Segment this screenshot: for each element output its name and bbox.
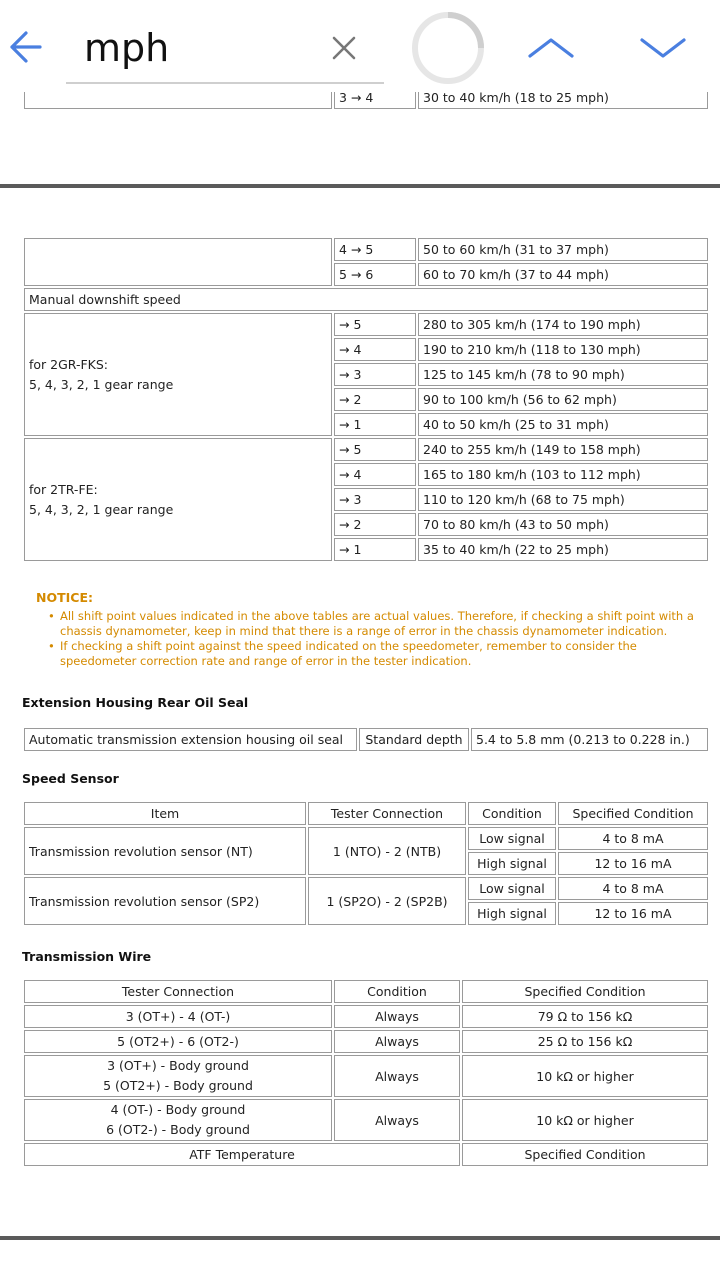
loading-spinner xyxy=(410,10,486,86)
speed-cell: 110 to 120 km/h (68 to 75 mph) xyxy=(418,488,708,511)
empty-cell xyxy=(24,92,332,109)
connection-line: 5 (OT2+) - Body ground xyxy=(103,1078,253,1093)
speed-cell: 60 to 70 km/h (37 to 44 mph) xyxy=(418,263,708,286)
page-separator xyxy=(0,184,720,188)
table-row xyxy=(24,1030,708,1053)
column-header: Specified Condition xyxy=(558,802,708,825)
find-input-underline xyxy=(66,82,384,84)
column-header: Condition xyxy=(468,802,556,825)
connection-cell: 1 (NTO) - 2 (NTB) xyxy=(308,827,466,875)
table-row xyxy=(24,877,708,900)
table-header-row xyxy=(24,980,708,1003)
connection-cell xyxy=(24,1099,332,1141)
next-match-button[interactable] xyxy=(636,26,690,70)
table-row xyxy=(24,313,708,336)
table-row xyxy=(24,827,708,850)
gear-cell: → 4 xyxy=(334,463,416,486)
spec-cell: 12 to 16 mA xyxy=(558,902,708,925)
connection-line: 6 (OT2-) - Body ground xyxy=(106,1122,250,1137)
label-cell: Standard depth xyxy=(359,728,469,751)
atf-spec-cell: Specified Condition xyxy=(462,1143,708,1166)
speed-cell: 70 to 80 km/h (43 to 50 mph) xyxy=(418,513,708,536)
notice-item: • If checking a shift point against the speed indicated on the speedometer, remember to consider the speedometer correction rate and range of error in the tester indication. xyxy=(36,639,696,669)
condition-cell: High signal xyxy=(468,852,556,875)
item-cell: Transmission revolution sensor (SP2) xyxy=(24,877,306,925)
speed-cell: 40 to 50 km/h (25 to 31 mph) xyxy=(418,413,708,436)
atf-label-cell: ATF Temperature xyxy=(24,1143,460,1166)
gear-cell: 4 → 5 xyxy=(334,238,416,261)
group-range-label: 5, 4, 3, 2, 1 gear range xyxy=(29,501,174,517)
group-engine-label: for 2GR-FKS: xyxy=(29,356,109,372)
close-icon xyxy=(324,26,364,70)
condition-cell: Low signal xyxy=(468,877,556,900)
shift-speed-table xyxy=(22,236,710,563)
value-cell: 5.4 to 5.8 mm (0.213 to 0.228 in.) xyxy=(471,728,708,751)
notice-item: • All shift point values indicated in the above tables are actual values. Therefore, if checking a shift point with a chassis dynamometer, keep in mind that there is a range of error in the chassis dynamometer indication. xyxy=(36,609,696,639)
gear-cell: 5 → 6 xyxy=(334,263,416,286)
transmission-wire-table xyxy=(22,978,710,1168)
section-label: Manual downshift speed xyxy=(24,288,708,311)
column-header: Tester Connection xyxy=(308,802,466,825)
condition-cell: Always xyxy=(334,1099,460,1141)
gear-cell: → 1 xyxy=(334,413,416,436)
speed-cell: 50 to 60 km/h (31 to 37 mph) xyxy=(418,238,708,261)
page-separator xyxy=(0,1236,720,1240)
condition-cell: High signal xyxy=(468,902,556,925)
speed-cell: 280 to 305 km/h (174 to 190 mph) xyxy=(418,313,708,336)
spinner-icon xyxy=(410,10,486,86)
condition-cell: Always xyxy=(334,1055,460,1097)
table-row xyxy=(24,438,708,461)
gear-cell: → 2 xyxy=(334,513,416,536)
table-row xyxy=(24,288,708,311)
spec-cell: 79 Ω to 156 kΩ xyxy=(462,1005,708,1028)
connection-cell xyxy=(24,1055,332,1097)
section-heading: Extension Housing Rear Oil Seal xyxy=(22,695,249,710)
find-input[interactable] xyxy=(84,22,324,74)
condition-cell: Low signal xyxy=(468,827,556,850)
condition-cell: Always xyxy=(334,1005,460,1028)
speed-cell: 125 to 145 km/h (78 to 90 mph) xyxy=(418,363,708,386)
speed-cell: 30 to 40 km/h (18 to 25 mph) xyxy=(418,92,708,109)
group-label-cell xyxy=(24,438,332,561)
gear-cell: 3 → 4 xyxy=(334,92,416,109)
spec-cell: 10 kΩ or higher xyxy=(462,1099,708,1141)
speed-cell: 240 to 255 km/h (149 to 158 mph) xyxy=(418,438,708,461)
gear-cell: → 1 xyxy=(334,538,416,561)
item-cell: Automatic transmission extension housing oil seal xyxy=(24,728,357,751)
speed-sensor-table xyxy=(22,800,710,927)
table-row xyxy=(24,1143,708,1166)
table-row xyxy=(24,238,708,261)
connection-cell: 1 (SP2O) - 2 (SP2B) xyxy=(308,877,466,925)
gear-cell: → 3 xyxy=(334,488,416,511)
spec-cell: 4 to 8 mA xyxy=(558,877,708,900)
speed-cell: 190 to 210 km/h (118 to 130 mph) xyxy=(418,338,708,361)
section-heading: Speed Sensor xyxy=(22,771,119,786)
chevron-down-icon xyxy=(636,26,690,70)
section-heading: Transmission Wire xyxy=(22,949,152,964)
notice-title: NOTICE: xyxy=(36,590,93,605)
clear-button[interactable] xyxy=(324,26,364,70)
chevron-up-icon xyxy=(524,26,578,70)
notice-box xyxy=(36,590,696,669)
item-cell: Transmission revolution sensor (NT) xyxy=(24,827,306,875)
connection-cell: 3 (OT+) - 4 (OT-) xyxy=(24,1005,332,1028)
table-row xyxy=(24,1099,708,1141)
spec-cell: 12 to 16 mA xyxy=(558,852,708,875)
table-row xyxy=(24,728,708,751)
connection-line: 4 (OT-) - Body ground xyxy=(110,1102,246,1117)
arrow-left-icon xyxy=(4,22,48,72)
partial-table-top xyxy=(0,92,720,110)
column-header: Tester Connection xyxy=(24,980,332,1003)
speed-cell: 165 to 180 km/h (103 to 112 mph) xyxy=(418,463,708,486)
spec-cell: 10 kΩ or higher xyxy=(462,1055,708,1097)
gear-cell: → 2 xyxy=(334,388,416,411)
column-header: Item xyxy=(24,802,306,825)
group-label-cell xyxy=(24,313,332,436)
table-row xyxy=(24,1055,708,1097)
empty-cell xyxy=(24,238,332,286)
speed-cell: 90 to 100 km/h (56 to 62 mph) xyxy=(418,388,708,411)
previous-match-button[interactable] xyxy=(524,26,578,70)
gear-cell: → 5 xyxy=(334,313,416,336)
table-row xyxy=(24,1005,708,1028)
connection-cell: 5 (OT2+) - 6 (OT2-) xyxy=(24,1030,332,1053)
connection-line: 3 (OT+) - Body ground xyxy=(107,1058,249,1073)
gear-cell: → 4 xyxy=(334,338,416,361)
spec-cell: 25 Ω to 156 kΩ xyxy=(462,1030,708,1053)
condition-cell: Always xyxy=(334,1030,460,1053)
gear-cell: → 5 xyxy=(334,438,416,461)
column-header: Condition xyxy=(334,980,460,1003)
back-button[interactable] xyxy=(4,22,48,72)
speed-cell: 35 to 40 km/h (22 to 25 mph) xyxy=(418,538,708,561)
group-engine-label: for 2TR-FE: xyxy=(29,481,98,497)
extension-seal-table xyxy=(22,726,710,753)
gear-cell: → 3 xyxy=(334,363,416,386)
notice-list xyxy=(36,609,696,669)
spec-cell: 4 to 8 mA xyxy=(558,827,708,850)
table-header-row xyxy=(24,802,708,825)
find-in-page-bar xyxy=(0,0,720,92)
group-range-label: 5, 4, 3, 2, 1 gear range xyxy=(29,376,174,392)
column-header: Specified Condition xyxy=(462,980,708,1003)
